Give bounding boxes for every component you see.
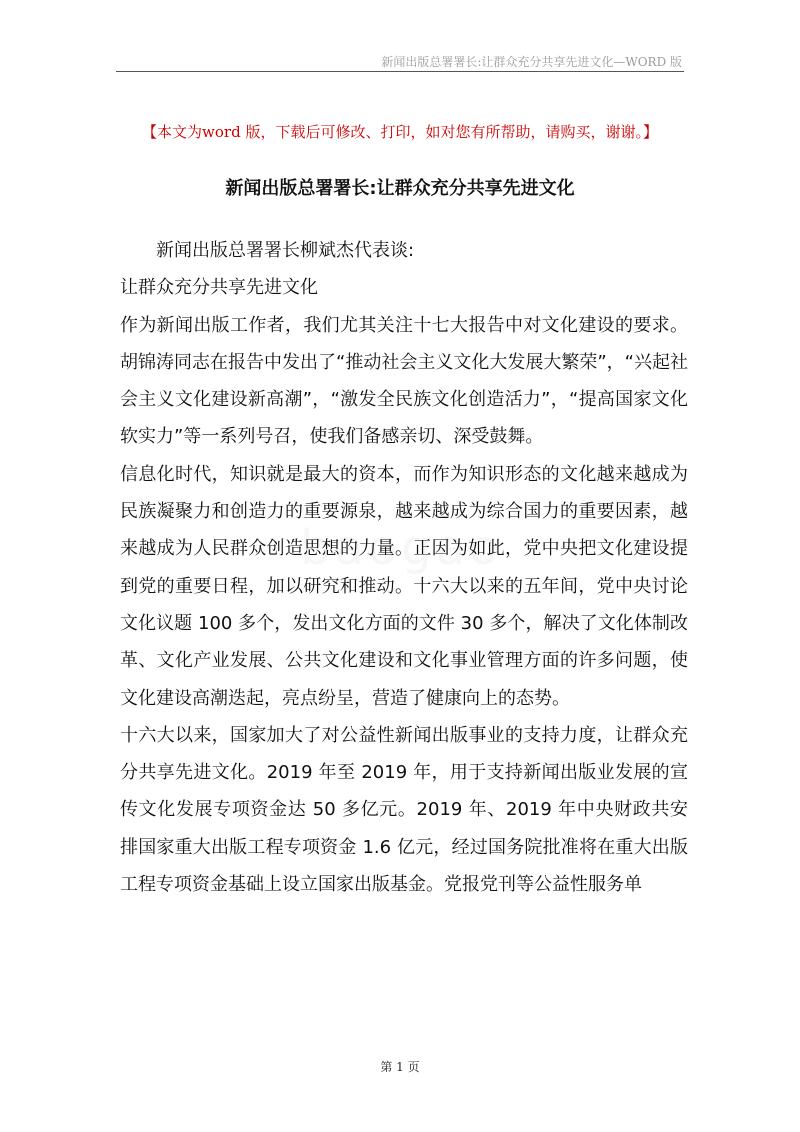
body-paragraph: 信息化时代，知识就是最大的资本，而作为知识形态的文化越来越成为民族凝聚力和创造力的重要源泉，越来越成为综合国力的重要因素，越来越成为人民群众创造思想的力量。正因为如此，党中央把文化建设提到党的重要日程，加以研究和推动。十六大以来的五年间，党中央讨论文化议题 100 多个，发出文化方面的文件 30 多个，解决了文化体制改革、文化产业发展、公共文化建设和文化事业管理方面的许多问题，使文化建设高潮迭起，亮点纷呈，营造了健康向上的态势。 (120, 463, 688, 709)
header-divider (116, 71, 684, 72)
document-title: 新闻出版总署署长:让群众充分共享先进文化 (225, 178, 575, 199)
body-paragraph: 作为新闻出版工作者，我们尤其关注十七大报告中对文化建设的要求。胡锦涛同志在报告中发出了“推动社会主义文化大发展大繁荣”，“兴起社会主义文化建设新高潮”，“激发全民族文化创造活力”，“提高国家文化软实力”等一系列号召，使我们备感亲切、深受鼓舞。 (120, 314, 688, 448)
running-header: 新闻出版总署署长:让群众充分共享先进文化—WORD 版 (381, 55, 682, 69)
page-number: 第 1 页 (380, 1060, 420, 1074)
byline-paragraph: 新闻出版总署署长柳斌杰代表谈: (156, 240, 415, 261)
document-body (120, 232, 688, 903)
body-paragraph: 十六大以来，国家加大了对公益性新闻出版事业的支持力度，让群众充分共享先进文化。2019 年至 2019 年，用于支持新闻出版业发展的宣传文化发展专项资金达 50 多亿元。2019 年、2019 年中央财政共安排国家重大出版工程专项资金 1.6 亿元，经过国务院批准将在重大出版工程专项资金基础上设立国家出版基金。党报党刊等公益性服务单 (120, 724, 688, 896)
subtitle-paragraph: 让群众充分共享先进文化 (120, 277, 318, 299)
download-notice: 【本文为word 版，下载后可修改、打印，如对您有所帮助，请购买，谢谢。】 (142, 123, 658, 141)
